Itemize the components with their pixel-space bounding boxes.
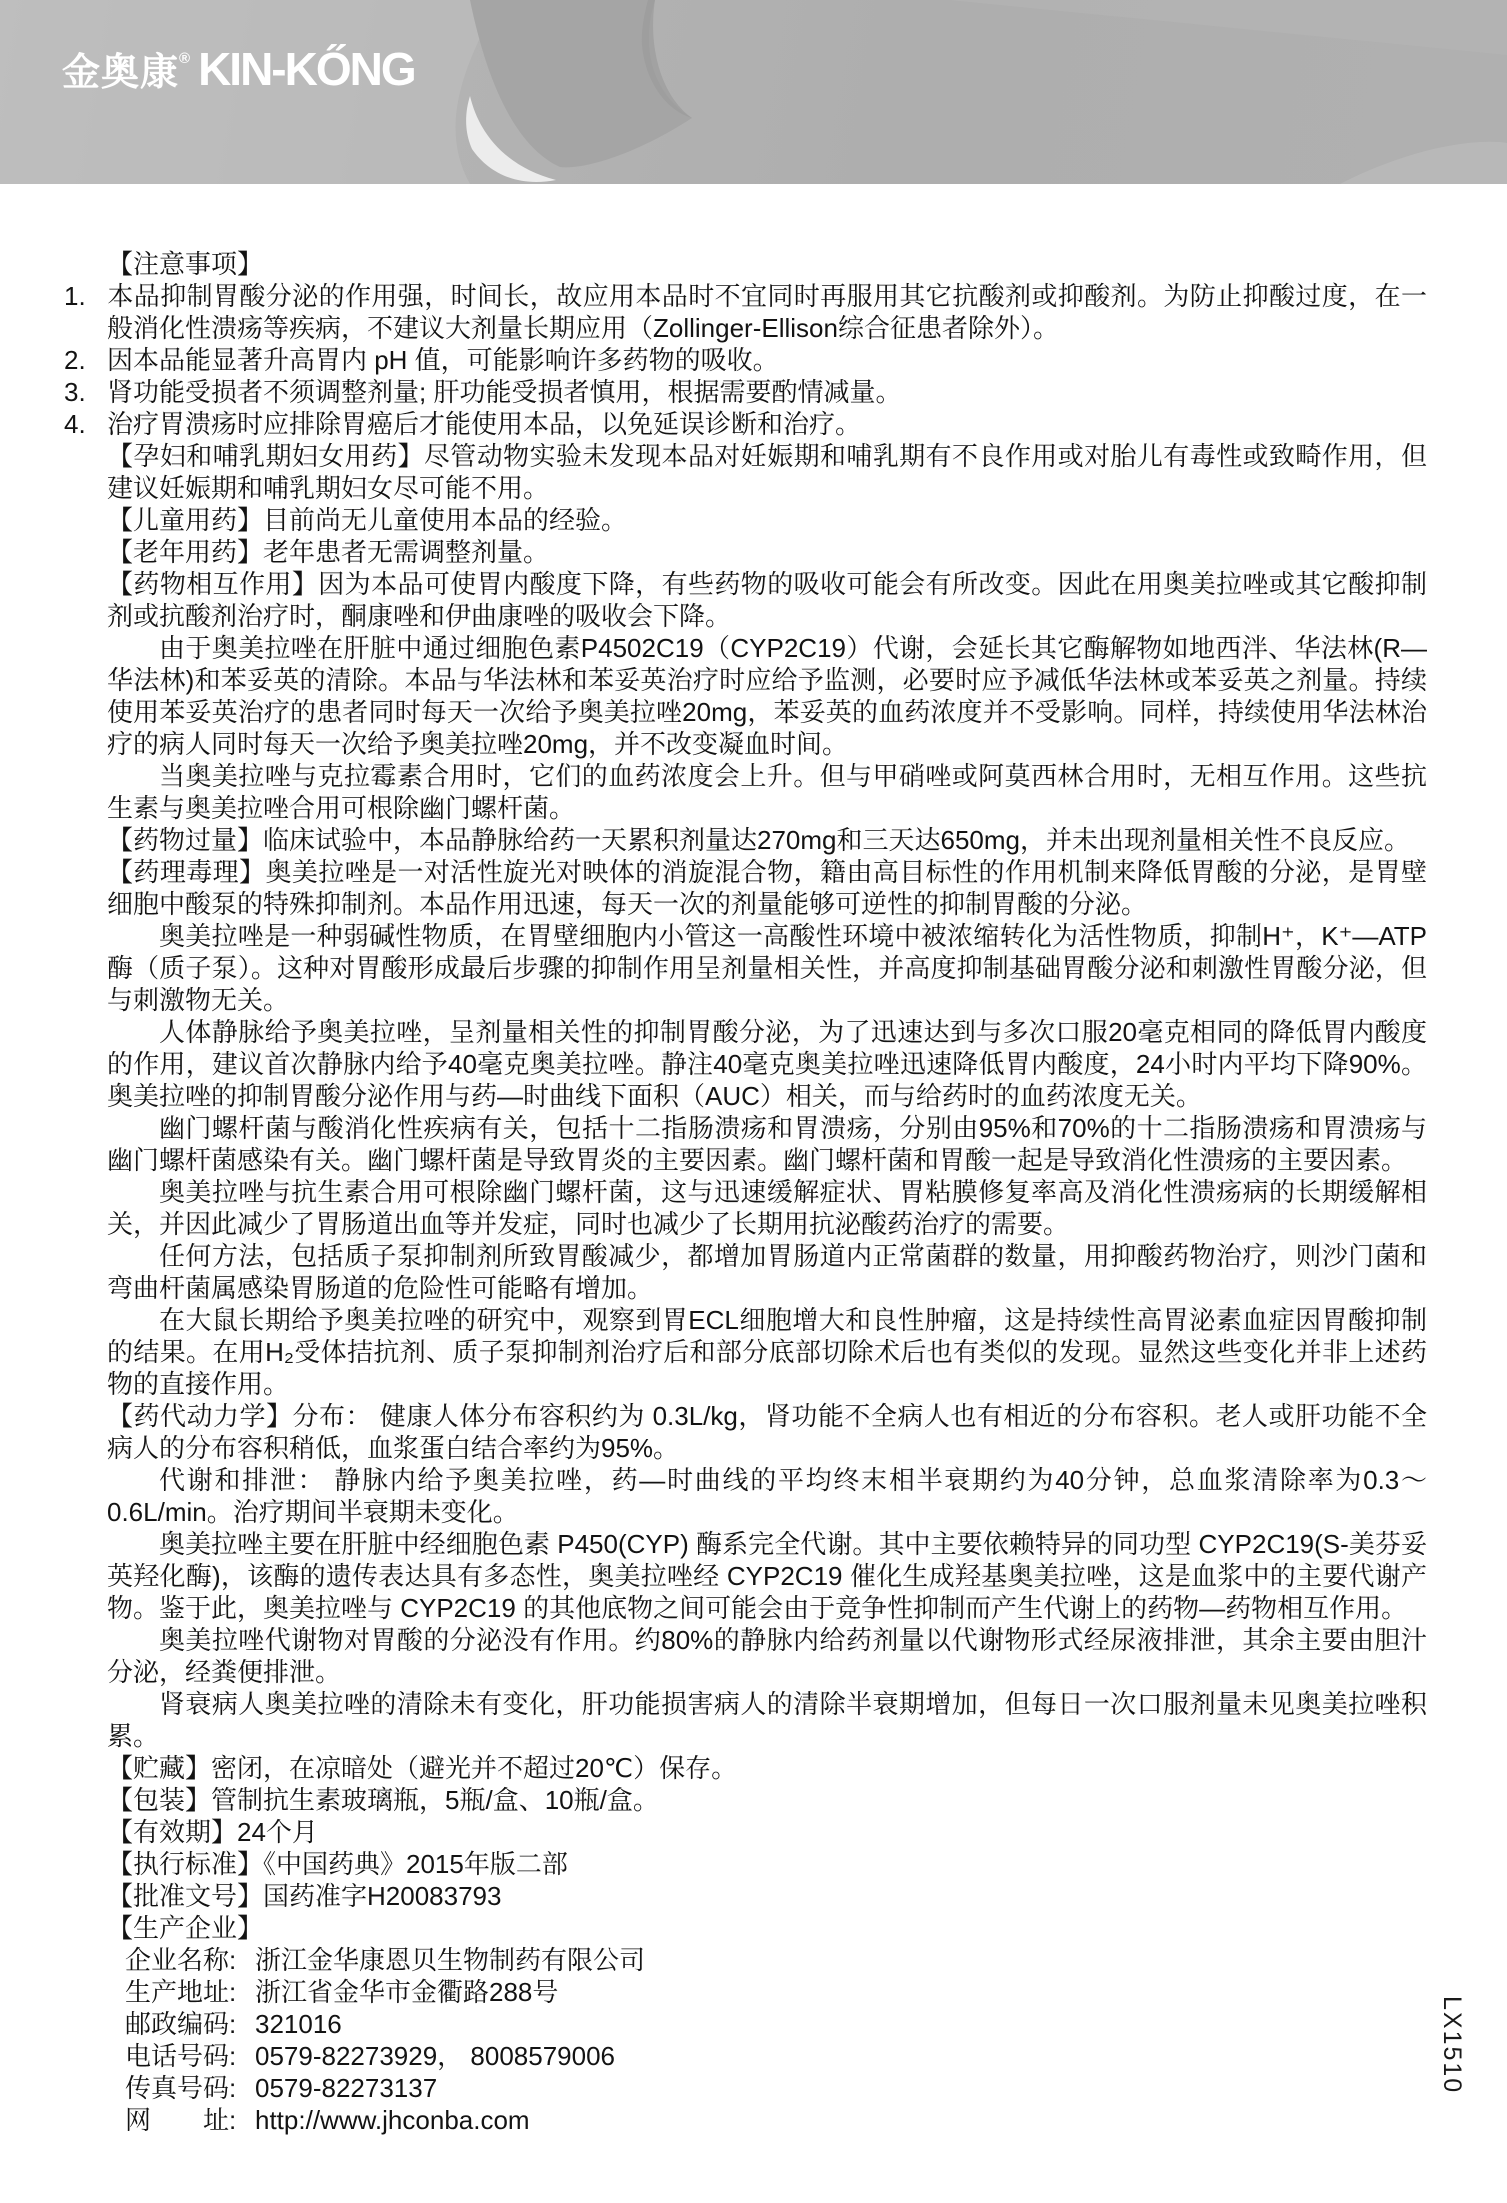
info-value: 浙江金华康恩贝生物制药有限公司 — [255, 1945, 646, 1975]
info-label: 电话号码: — [125, 2041, 237, 2071]
section-packaging — [107, 1784, 1427, 1816]
section-label: 【包装】 — [107, 1785, 212, 1815]
section-text: 24个月 — [237, 1817, 318, 1847]
info-value: http://www.jhconba.com — [255, 2105, 530, 2135]
pharmacokinetics-para — [107, 1688, 1427, 1752]
brand-logo-en: KIN-KŐNG — [198, 43, 415, 95]
section-title-precautions — [107, 248, 1427, 280]
section-text: 老年患者无需调整剂量。 — [263, 537, 550, 567]
info-label: 传真号码: — [125, 2073, 237, 2103]
section-elderly — [107, 536, 1427, 568]
pharmacokinetics-para — [107, 1528, 1427, 1624]
leaflet-body — [64, 248, 1427, 2136]
pharmacology-para — [107, 1016, 1427, 1112]
section-validity — [107, 1816, 1427, 1848]
paragraph-text: 由于奥美拉唑在肝脏中通过细胞色素P4502C19（CYP2C19）代谢，会延长其它酶解物如地西泮、华法林(R—华法林)和苯妥英的清除。本品与华法林和苯妥英治疗时应给予监测，必要时应予减低华法林或苯妥英之剂量。持续使用苯妥英治疗的患者同时每天一次给予奥美拉唑20mg，苯妥英的血药浓度并不受影响。同样，持续使用华法林治疗的病人同时每天一次给予奥美拉唑20mg，并不改变凝血时间。 — [107, 633, 1427, 759]
drug-interactions-para — [107, 632, 1427, 760]
pharmacokinetics-para — [107, 1624, 1427, 1688]
section-label: 【老年用药】 — [107, 537, 264, 567]
list-text: 本品抑制胃酸分泌的作用强，时间长，故应用本品时不宜同时再服用其它抗酸剂或抑酸剂。为防止抑酸过度，在一般消化性溃疡等疾病，不建议大剂量长期应用（Zollinger-Ellison综合征患者除外）。 — [107, 281, 1427, 343]
section-label: 【贮藏】 — [107, 1753, 212, 1783]
section-label: 【药物相互作用】 — [107, 569, 319, 599]
precaution-item-3 — [64, 376, 1427, 408]
pharmacology-para — [107, 1304, 1427, 1400]
section-storage — [107, 1752, 1427, 1784]
section-text: 尽管动物实验未发现本品对妊娠期和哺乳期有不良作用或对胎儿有毒性或致畸作用，但建议妊娠期和哺乳期妇女尽可能不用。 — [107, 441, 1427, 503]
precaution-item-1 — [64, 280, 1427, 344]
section-pregnancy — [107, 440, 1427, 504]
section-text: 密闭，在凉暗处（避光并不超过20℃）保存。 — [211, 1753, 738, 1783]
list-number: 2. — [64, 345, 86, 375]
company-name-row — [125, 1944, 1427, 1976]
section-label: 【药物过量】 — [107, 825, 264, 855]
pharmacology-para — [107, 1240, 1427, 1304]
company-zipcode-row — [125, 2008, 1427, 2040]
drug-interactions-para — [107, 760, 1427, 824]
company-website-row — [125, 2104, 1427, 2136]
section-text: 分布： 健康人体分布容积约为 0.3L/kg，肾功能不全病人也有相近的分布容积。老人或肝功能不全病人的分布容积稍低，血浆蛋白结合率约为95%。 — [107, 1401, 1427, 1463]
list-number: 3. — [64, 377, 86, 407]
manufacturer-info — [125, 1944, 1427, 2136]
section-manufacturer — [107, 1912, 1427, 1944]
print-code: LX1510 — [1438, 1996, 1466, 2095]
paragraph-text: 奥美拉唑与抗生素合用可根除幽门螺杆菌，这与迅速缓解症状、胃粘膜修复率高及消化性溃疡病的长期缓解相关，并因此减少了胃肠道出血等并发症，同时也减少了长期用抗泌酸药治疗的需要。 — [107, 1177, 1427, 1239]
pharmacology-para — [107, 1112, 1427, 1176]
section-children — [107, 504, 1427, 536]
section-pharmacology — [107, 856, 1427, 920]
section-text: 临床试验中，本品静脉给药一天累积剂量达270mg和三天达650mg，并未出现剂量相关性不良反应。 — [263, 825, 1411, 855]
section-label: 【儿童用药】 — [107, 505, 264, 535]
info-label: 网 址: — [125, 2105, 237, 2135]
section-label: 【药理毒理】 — [107, 857, 266, 887]
paragraph-text: 任何方法，包括质子泵抑制剂所致胃酸减少，都增加胃肠道内正常菌群的数量，用抑酸药物治疗，则沙门菌和弯曲杆菌属感染胃肠道的危险性可能略有增加。 — [107, 1241, 1427, 1303]
section-approval-number — [107, 1880, 1427, 1912]
paragraph-text: 奥美拉唑主要在肝脏中经细胞色素 P450(CYP) 酶系完全代谢。其中主要依赖特异的同功型 CYP2C19(S-美芬妥英羟化酶)，该酶的遗传表达具有多态性，奥美拉唑经 CYP2C19 催化生成羟基奥美拉唑，这是血浆中的主要代谢产物。鉴于此，奥美拉唑与 CYP2C19 的其他底物之间可能会由于竞争性抑制而产生代谢上的药物—药物相互作用。 — [107, 1529, 1427, 1623]
section-standard — [107, 1848, 1427, 1880]
paragraph-text: 在大鼠长期给予奥美拉唑的研究中，观察到胃ECL细胞增大和良性肿瘤，这是持续性高胃泌素血症因胃酸抑制的结果。在用H₂受体拮抗剂、质子泵抑制剂治疗后和部分底部切除术后也有类似的发现。显然这些变化并非上述药物的直接作用。 — [107, 1305, 1427, 1399]
paragraph-text: 肾衰病人奥美拉唑的清除未有变化，肝功能损害病人的清除半衰期增加，但每日一次口服剂量未见奥美拉唑积累。 — [107, 1689, 1427, 1751]
brand-logo — [62, 43, 415, 95]
precaution-item-2 — [64, 344, 1427, 376]
section-label: 【有效期】 — [107, 1817, 238, 1847]
section-label: 【孕妇和哺乳期妇女用药】 — [107, 441, 424, 471]
pharmacology-para — [107, 1176, 1427, 1240]
section-label: 【批准文号】 — [107, 1881, 264, 1911]
list-text: 因本品能显著升高胃内 pH 值，可能影响许多药物的吸收。 — [107, 345, 779, 375]
info-value: 0579-82273137 — [255, 2073, 438, 2103]
pharmacology-para — [107, 920, 1427, 1016]
section-text: 《中国药典》2015年版二部 — [263, 1849, 568, 1879]
precaution-item-4 — [64, 408, 1427, 440]
info-label: 企业名称: — [125, 1945, 237, 1975]
section-drug-interactions — [107, 568, 1427, 632]
section-label: 【药代动力学】 — [107, 1401, 293, 1431]
paragraph-text: 奥美拉唑是一种弱碱性物质，在胃壁细胞内小管这一高酸性环境中被浓缩转化为活性物质，抑制H⁺，K⁺—ATP酶（质子泵）。这种对胃酸形成最后步骤的抑制作用呈剂量相关性，并高度抑制基础胃酸分泌和刺激性胃酸分泌，但与刺激物无关。 — [107, 921, 1427, 1015]
section-label: 【执行标准】 — [107, 1849, 264, 1879]
section-label: 【注意事项】 — [107, 249, 264, 279]
info-label: 邮政编码: — [125, 2009, 237, 2039]
section-label: 【生产企业】 — [107, 1913, 264, 1943]
list-text: 治疗胃溃疡时应排除胃癌后才能使用本品，以免延误诊断和治疗。 — [107, 409, 862, 439]
company-address-row — [125, 1976, 1427, 2008]
company-phone-row — [125, 2040, 1427, 2072]
registered-mark-icon: ® — [179, 50, 191, 67]
section-text: 目前尚无儿童使用本品的经验。 — [263, 505, 628, 535]
section-overdose — [107, 824, 1427, 856]
list-number: 1. — [64, 281, 86, 311]
info-value: 321016 — [255, 2009, 342, 2039]
paragraph-text: 代谢和排泄： 静脉内给予奥美拉唑，药—时曲线的平均终末相半衰期约为40分钟，总血浆清除率为0.3～0.6L/min。治疗期间半衰期未变化。 — [107, 1465, 1427, 1527]
paragraph-text: 当奥美拉唑与克拉霉素合用时，它们的血药浓度会上升。但与甲硝唑或阿莫西林合用时，无相互作用。这些抗生素与奥美拉唑合用可根除幽门螺杆菌。 — [107, 761, 1427, 823]
list-text: 肾功能受损者不须调整剂量; 肝功能受损者慎用，根据需要酌情减量。 — [107, 377, 902, 407]
pharmacokinetics-para — [107, 1464, 1427, 1528]
section-pharmacokinetics — [107, 1400, 1427, 1464]
info-value: 0579-82273929， 8008579006 — [255, 2041, 616, 2071]
paragraph-text: 奥美拉唑代谢物对胃酸的分泌没有作用。约80%的静脉内给药剂量以代谢物形式经尿液排泄，其余主要由胆汁分泌，经粪便排泄。 — [107, 1625, 1427, 1687]
info-label: 生产地址: — [125, 1977, 237, 2007]
list-number: 4. — [64, 409, 86, 439]
info-value: 浙江省金华市金衢路288号 — [255, 1977, 559, 2007]
section-text: 奥美拉唑是一对活性旋光对映体的消旋混合物，籍由高目标性的作用机制来降低胃酸的分泌，是胃壁细胞中酸泵的特殊抑制剂。本品作用迅速，每天一次的剂量能够可逆性的抑制胃酸的分泌。 — [107, 857, 1427, 919]
section-text: 国药准字H20083793 — [263, 1881, 502, 1911]
paragraph-text: 人体静脉给予奥美拉唑，呈剂量相关性的抑制胃酸分泌，为了迅速达到与多次口服20毫克相同的降低胃内酸度的作用，建议首次静脉内给予40毫克奥美拉唑。静注40毫克奥美拉唑迅速降低胃内酸度，24小时内平均下降90%。奥美拉唑的抑制胃酸分泌作用与药—时曲线下面积（AUC）相关，而与给药时的血药浓度无关。 — [107, 1017, 1427, 1111]
section-text: 管制抗生素玻璃瓶，5瓶/盒、10瓶/盒。 — [211, 1785, 659, 1815]
paragraph-text: 幽门螺杆菌与酸消化性疾病有关，包括十二指肠溃疡和胃溃疡，分别由95%和70%的十二指肠溃疡和胃溃疡与幽门螺杆菌感染有关。幽门螺杆菌是导致胃炎的主要因素。幽门螺杆菌和胃酸一起是导致消化性溃疡的主要因素。 — [107, 1113, 1427, 1175]
brand-banner — [0, 0, 1507, 184]
company-fax-row — [125, 2072, 1427, 2104]
brand-logo-cn: 金奥康 — [62, 52, 180, 94]
section-text: 因为本品可使胃内酸度下降，有些药物的吸收可能会有所改变。因此在用奥美拉唑或其它酸抑制剂或抗酸剂治疗时，酮康唑和伊曲康唑的吸收会下降。 — [107, 569, 1427, 631]
